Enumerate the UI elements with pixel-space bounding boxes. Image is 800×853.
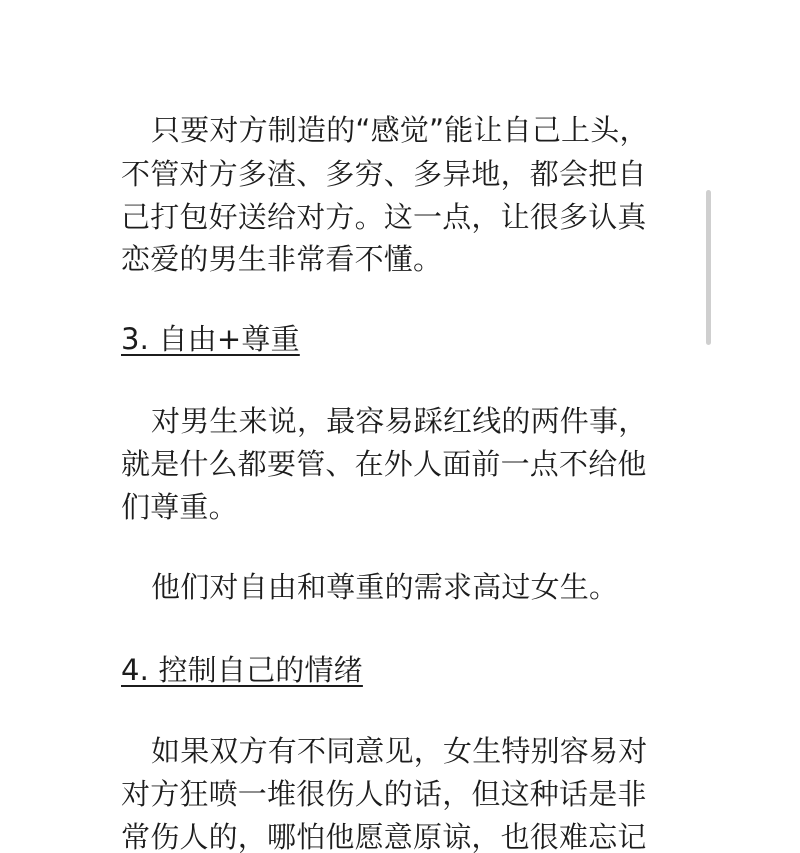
paragraph-line: 如果双方有不同意见，女生特别容易对 bbox=[151, 734, 648, 768]
paragraph-line: 恋爱的男生非常看不懂。 bbox=[121, 242, 443, 276]
section-heading-4: 4. 控制自己的情绪 bbox=[121, 653, 363, 687]
section-heading-3: 3. 自由+尊重 bbox=[121, 322, 300, 356]
vertical-scrollbar[interactable] bbox=[706, 190, 711, 345]
paragraph-line: 对男生来说，最容易踩红线的两件事， bbox=[151, 404, 648, 438]
paragraph-line: 对方狂喷一堆很伤人的话，但这种话是非 bbox=[121, 777, 647, 811]
paragraph-line: 不管对方多渣、多穷、多异地，都会把自 bbox=[121, 157, 647, 191]
paragraph-line: 常伤人的，哪怕他愿意原谅，也很难忘记 bbox=[121, 820, 647, 853]
paragraph-line: 只要对方制造的“感觉”能让自己上头， bbox=[151, 113, 649, 147]
paragraph-line: 就是什么都要管、在外人面前一点不给他 bbox=[121, 447, 647, 481]
paragraph-line: 们尊重。 bbox=[121, 490, 238, 524]
paragraph-line: 己打包好送给对方。这一点，让很多认真 bbox=[121, 200, 647, 234]
paragraph-line: 他们对自由和尊重的需求高过女生。 bbox=[151, 570, 619, 604]
